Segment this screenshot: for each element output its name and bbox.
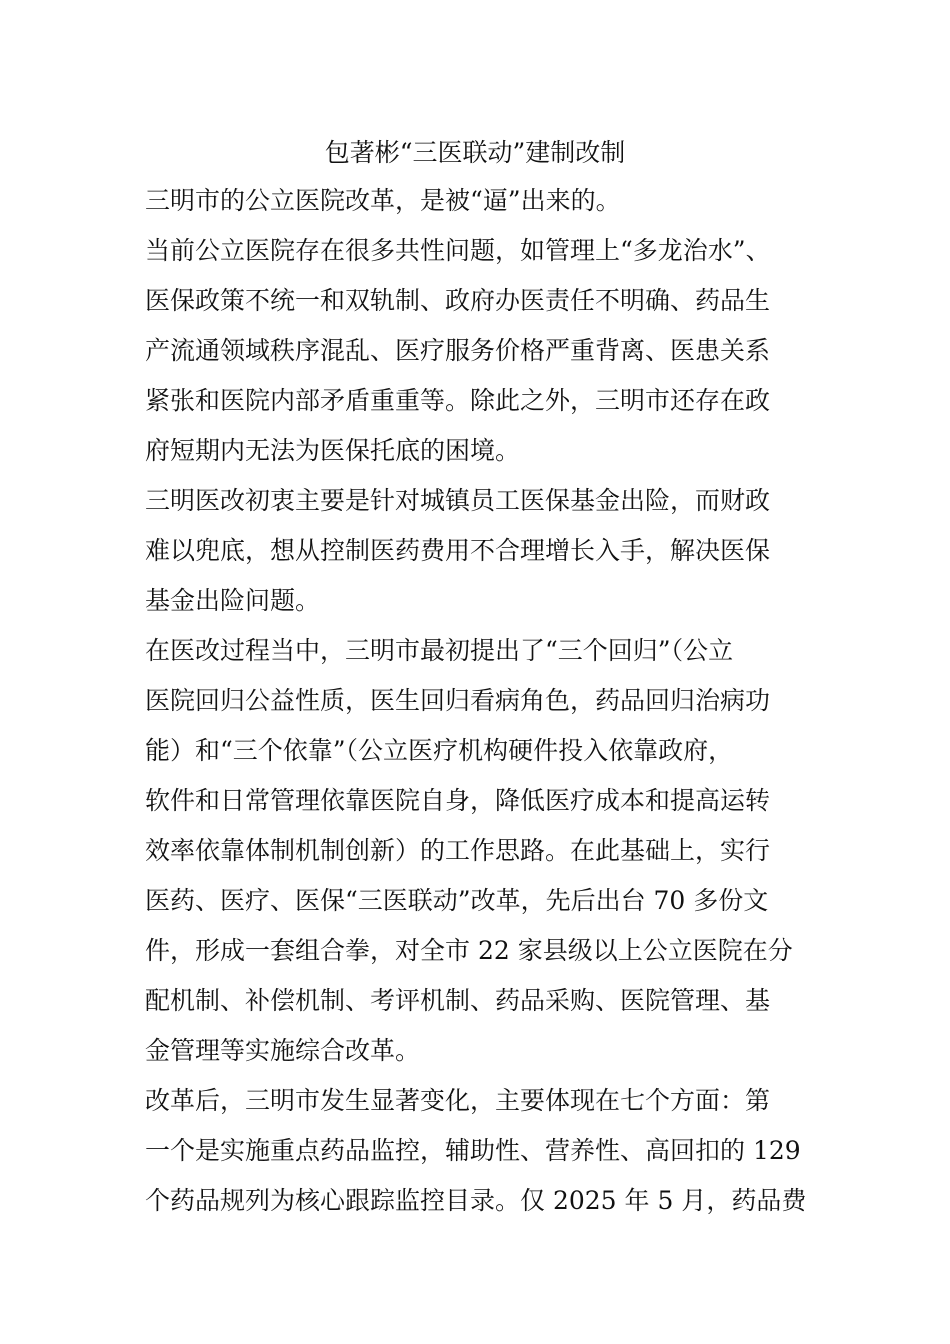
text-line: 一个是实施重点药品监控，辅助性、营养性、高回扣的 129 (145, 1136, 801, 1165)
text-line: 紧张和医院内部矛盾重重等。除此之外，三明市还存在政 (145, 386, 771, 415)
text-line: 三明市的公立医院改革，是被“逼”出来的。 (145, 186, 621, 215)
text-line: 配机制、补偿机制、考评机制、药品采购、医院管理、基 (145, 986, 771, 1015)
paragraph-4 (145, 626, 805, 1076)
text-line: 金管理等实施综合改革。 (145, 1036, 421, 1065)
text-line: 医保政策不统一和双轨制、政府办医责任不明确、药品生 (145, 286, 771, 315)
document-title: 包著彬“三医联动”建制改制 (324, 138, 626, 167)
text-line: 基金出险问题。 (145, 586, 321, 615)
text-line: 效率依靠体制机制创新）的工作思路。在此基础上，实行 (145, 836, 771, 865)
text-line: 当前公立医院存在很多共性问题，如管理上“多龙治水”、 (145, 236, 771, 265)
paragraph-1 (145, 176, 805, 226)
text-line: 件，形成一套组合拳，对全市 22 家县级以上公立医院在分 (145, 936, 793, 965)
text-line: 在医改过程当中，三明市最初提出了“三个回归”（公立 (145, 636, 734, 665)
text-line: 能）和“三个依靠”（公立医疗机构硬件投入依靠政府， (145, 736, 734, 765)
document-body (145, 176, 805, 1226)
text-line: 改革后，三明市发生显著变化，主要体现在七个方面：第 (145, 1086, 771, 1115)
text-line: 医院回归公益性质，医生回归看病角色，药品回归治病功 (145, 686, 771, 715)
text-line: 个药品规列为核心跟踪监控目录。仅 2025 年 5 月，药品费 (145, 1186, 807, 1215)
text-line: 产流通领域秩序混乱、医疗服务价格严重背离、医患关系 (145, 336, 771, 365)
paragraph-3 (145, 476, 805, 626)
text-line: 医药、医疗、医保“三医联动”改革，先后出台 70 多份文 (145, 886, 769, 915)
paragraph-5 (145, 1076, 805, 1226)
text-line: 三明医改初衷主要是针对城镇员工医保基金出险，而财政 (145, 486, 771, 515)
text-line: 府短期内无法为医保托底的困境。 (145, 436, 521, 465)
paragraph-2 (145, 226, 805, 476)
text-line: 软件和日常管理依靠医院自身，降低医疗成本和提高运转 (145, 786, 771, 815)
text-line: 难以兜底，想从控制医药费用不合理增长入手，解决医保 (145, 536, 771, 565)
